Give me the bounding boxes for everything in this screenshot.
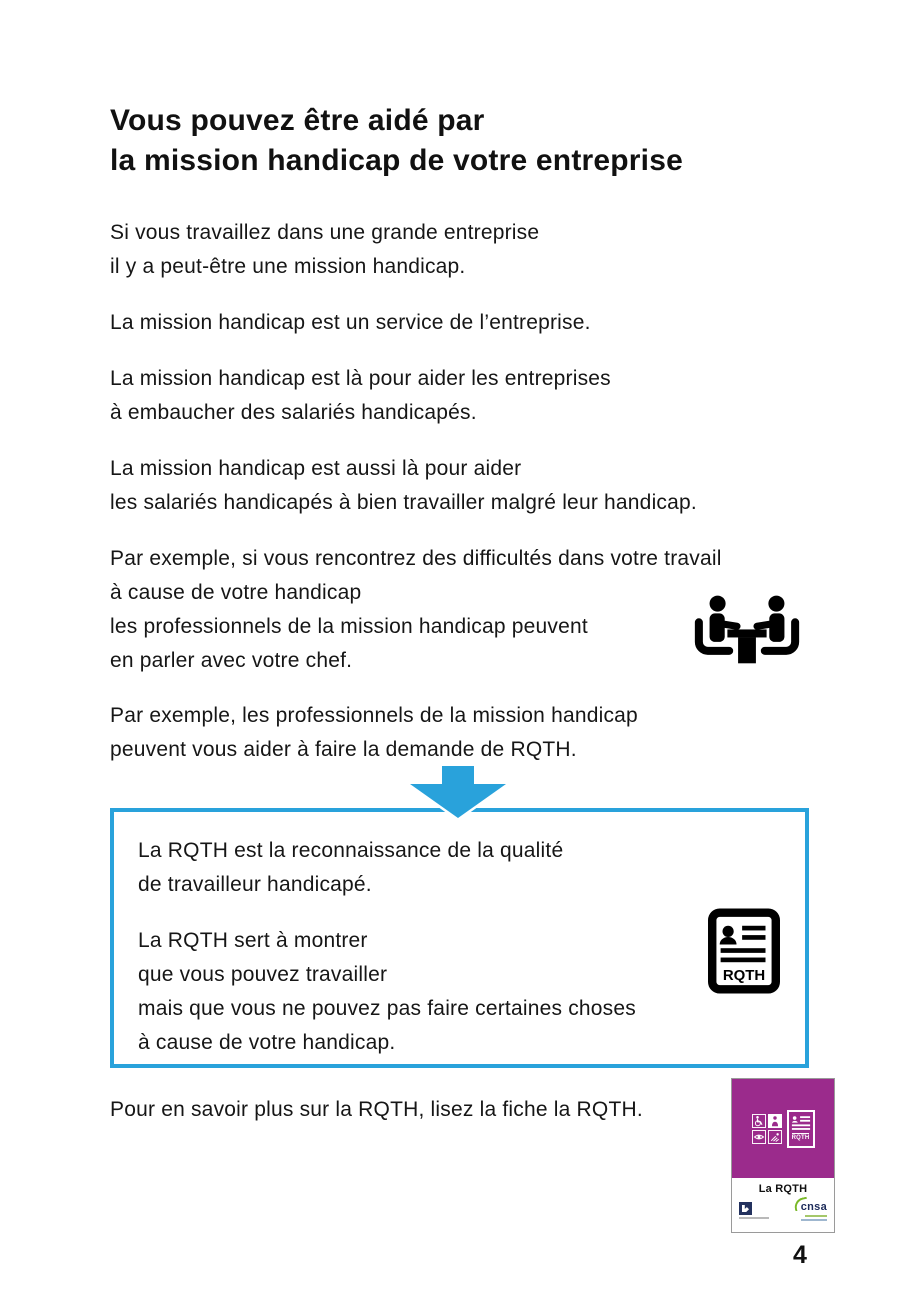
cnsa-logo-text: cnsa <box>800 1201 827 1213</box>
footer-note: Pour en savoir plus sur la RQTH, lisez la fiche la RQTH. <box>110 1098 643 1121</box>
paragraph-2 <box>110 306 591 340</box>
paragraph-4-line-2: les salariés handicapés à bien travailler malgré leur handicap. <box>110 491 697 514</box>
cnsa-logo <box>801 1202 827 1221</box>
person-icon <box>768 1114 782 1128</box>
box-paragraph-2-line-3: mais que vous ne pouvez pas faire certaines choses <box>138 997 636 1020</box>
rqth-fiche-thumbnail <box>731 1078 835 1233</box>
paragraph-4 <box>110 452 697 520</box>
arrow-down-icon <box>408 764 508 819</box>
paragraph-5-line-1: Par exemple, si vous rencontrez des difficultés dans votre travail <box>110 547 722 570</box>
box-paragraph-2-line-2: que vous pouvez travailler <box>138 963 388 986</box>
box-paragraph-2-line-1: La RQTH sert à montrer <box>138 929 368 952</box>
paragraph-6-line-2: peuvent vous aider à faire la demande de RQTH. <box>110 738 577 761</box>
paragraph-4-line-1: La mission handicap est aussi là pour aider <box>110 457 522 480</box>
fiche-title: La RQTH <box>758 1183 808 1195</box>
paragraph-6-line-1: Par exemple, les professionnels de la mission handicap <box>110 704 638 727</box>
box-paragraph-2 <box>138 924 636 1060</box>
page-title-line-1: Vous pouvez être aidé par <box>110 104 485 137</box>
box-paragraph-1-line-2: de travailleur handicapé. <box>138 873 372 896</box>
paragraph-1-line-1: Si vous travaillez dans une grande entreprise <box>110 221 540 244</box>
paragraph-5-line-3: les professionnels de la mission handicap peuvent <box>110 615 588 638</box>
box-paragraph-1 <box>138 834 563 902</box>
meeting-at-table-icon <box>688 592 806 674</box>
box-paragraph-1-line-1: La RQTH est la reconnaissance de la qualité <box>138 839 564 862</box>
fiche-cover-white-area <box>732 1178 834 1221</box>
rqth-card-icon <box>705 908 783 994</box>
box-paragraph-2-line-4: à cause de votre handicap. <box>138 1031 396 1054</box>
eye-icon <box>752 1130 766 1144</box>
fiche-rqth-card-icon <box>787 1110 815 1148</box>
page-number: 4 <box>793 1241 807 1269</box>
fiche-card-label: RQTH <box>791 1134 810 1141</box>
paragraph-3-line-2: à embaucher des salariés handicapés. <box>110 401 477 424</box>
paragraph-1-line-2: il y a peut-être une mission handicap. <box>110 255 466 278</box>
rqth-definition-box <box>110 808 809 1068</box>
paragraph-5 <box>110 542 722 678</box>
paragraph-2-line-1: La mission handicap est un service de l’entreprise. <box>110 311 591 334</box>
paragraph-5-line-4: en parler avec votre chef. <box>110 649 353 672</box>
paragraph-6 <box>110 699 638 767</box>
paragraph-1 <box>110 216 539 284</box>
rqth-card-label: RQTH <box>722 966 766 984</box>
wheelchair-icon <box>752 1114 766 1128</box>
fiche-pictogram-grid <box>752 1114 782 1144</box>
page-title <box>110 101 683 181</box>
paragraph-3 <box>110 362 611 430</box>
page-title-line-2: la mission handicap de votre entreprise <box>110 144 683 177</box>
fiche-cover-purple-area <box>732 1079 834 1178</box>
sign-language-hand-icon <box>768 1130 782 1144</box>
ministry-logo <box>739 1202 753 1219</box>
paragraph-3-line-1: La mission handicap est là pour aider les entreprises <box>110 367 611 390</box>
paragraph-5-line-2: à cause de votre handicap <box>110 581 362 604</box>
